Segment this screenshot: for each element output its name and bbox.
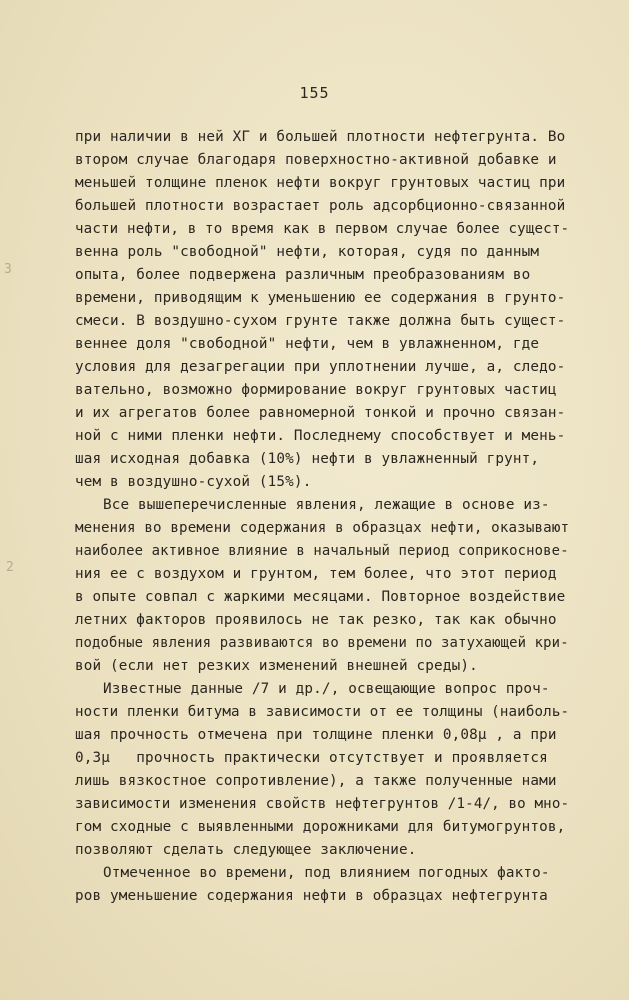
text-line: шая исходная добавка (10%) нефти в увлажненный грунт, <box>75 451 540 467</box>
text-line: ния ее с воздухом и грунтом, тем более, что этот период <box>75 566 557 582</box>
page-number: 155 <box>299 84 330 102</box>
text-line: Отмеченное во времени, под влиянием погодных факто- <box>103 865 550 881</box>
text-line: условия для дезагрегации при уплотнении лучше, а, следо- <box>75 359 566 375</box>
text-line: втором случае благодаря поверхностно-активной добавке и <box>75 152 557 168</box>
margin-mark: 2 <box>6 560 14 575</box>
text-line: позволяют сделать следующее заключение. <box>75 842 417 858</box>
text-line: части нефти, в то время как в первом случае более сущест- <box>75 221 570 237</box>
text-line: опыта, более подвержена различным преобразованиям во <box>75 267 531 283</box>
text-line: ной с ними пленки нефти. Последнему способствует и мень- <box>75 428 566 444</box>
text-line: и их агрегатов более равномерной тонкой и прочно связан- <box>75 405 566 421</box>
text-line: ров уменьшение содержания нефти в образцах нефтегрунта <box>75 888 548 904</box>
text-line: смеси. В воздушно-сухом грунте также должна быть сущест- <box>75 313 566 329</box>
text-line: 0,3µ прочность практически отсутствует и проявляется <box>75 750 548 766</box>
text-line: вой (если нет резких изменений внешней среды). <box>75 658 478 674</box>
text-line: наиболее активное влияние в начальный период соприкоснове- <box>75 543 569 559</box>
text-line: венна роль "свободной" нефти, которая, судя по данным <box>75 244 540 260</box>
text-line: шая прочность отмечена при толщине пленки 0,08µ , а при <box>75 727 557 743</box>
text-line: Известные данные /7 и др./, освещающие вопрос проч- <box>103 681 550 697</box>
text-line: ности пленки битума в зависимости от ее толщины (наиболь- <box>75 704 570 720</box>
text-line: гом сходные с выявленными дорожниками для битумогрунтов, <box>75 819 566 835</box>
text-line: в опыте совпал с жаркими месяцами. Повторное воздействие <box>75 589 566 605</box>
text-line: летних факторов проявилось не так резко, так как обычно <box>75 612 557 628</box>
text-line: менения во времени содержания в образцах нефти, оказывают <box>75 520 570 536</box>
text-line: вательно, возможно формирование вокруг грунтовых частиц <box>75 382 557 398</box>
text-line: при наличии в ней ХГ и большей плотности нефтегрунта. Во <box>75 129 566 145</box>
margin-mark: 3 <box>4 262 12 277</box>
text-line: веннее доля "свободной" нефти, чем в увлажненном, где <box>75 336 540 352</box>
text-line: чем в воздушно-сухой (15%). <box>75 474 312 490</box>
text-line: подобные явления развиваются во времени по затухающей кри- <box>75 635 569 651</box>
text-line: времени, приводящим к уменьшению ее содержания в грунто- <box>75 290 566 306</box>
text-line: зависимости изменения свойств нефтегрунтов /1-4/, во мно- <box>75 796 570 812</box>
text-line: меньшей толщине пленок нефти вокруг грунтовых частиц при <box>75 175 566 191</box>
text-line: Все вышеперечисленные явления, лежащие в основе из- <box>103 497 550 513</box>
text-line: большей плотности возрастает роль адсорбционно-связанной <box>75 198 566 214</box>
text-line: лишь вязкостное сопротивление), а также полученные нами <box>75 773 557 789</box>
